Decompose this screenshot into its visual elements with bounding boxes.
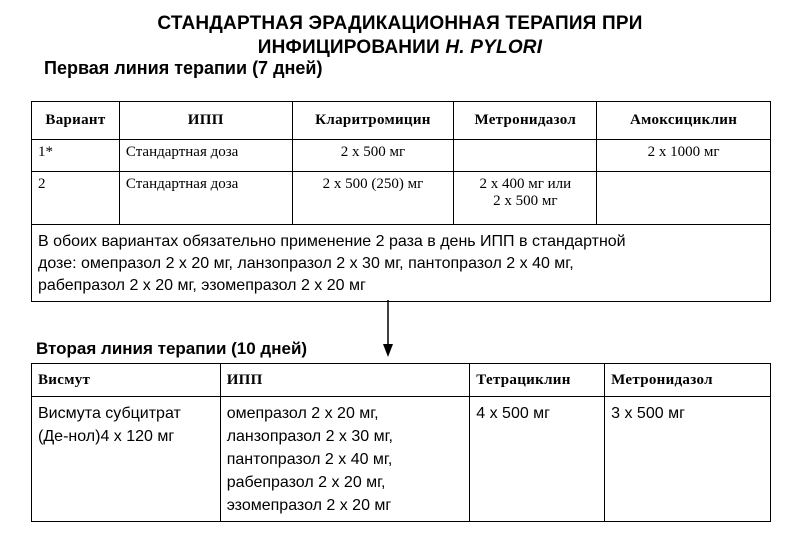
cell-ppi-line: пантопразол 2 х 40 мг, [226,451,393,468]
header-ppi: ИПП [220,364,470,397]
cell-bismuth [32,397,221,522]
cell-ppi-line: эзомепразол 2 х 20 мг [226,497,392,514]
cell-metronidazole-line-2: 2 х 500 мг [493,193,558,209]
header-amoxicillin: Амоксициклин [597,102,771,140]
title-line-2 [0,36,800,60]
title-line-2-prefix: ИНФИЦИРОВАНИИ [257,37,446,58]
cell-amoxicillin: 2 х 1000 мг [597,140,771,172]
header-clarithromycin: Кларитромицин [292,102,454,140]
cell-variant: 2 [32,172,120,225]
cell-variant: 1* [32,140,120,172]
title-line-1: СТАНДАРТНАЯ ЭРАДИКАЦИОННАЯ ТЕРАПИЯ ПРИ [157,13,643,34]
table-header-row [32,364,771,397]
header-bismuth: Висмут [32,364,221,397]
table-row [32,172,771,225]
cell-metronidazole-line-1: 2 х 400 мг или [479,176,572,192]
cell-metronidazole [454,140,597,172]
title-line-2-italic: H. PYLORI [445,37,543,58]
cell-clarithromycin: 2 х 500 (250) мг [292,172,454,225]
cell-ppi-line: рабепразол 2 х 20 мг, [226,474,386,491]
note-row [32,225,771,302]
first-line-table [31,101,771,302]
cell-bismuth-line: (Де-нол)4 х 120 мг [38,428,175,445]
second-line-table [31,363,771,522]
table-header-row [32,102,771,140]
cell-ppi-line: омепразол 2 х 20 мг, [226,405,379,422]
header-tetracycline: Тетрациклин [470,364,605,397]
cell-clarithromycin: 2 х 500 мг [292,140,454,172]
header-metronidazole: Метронидазол [454,102,597,140]
cell-ppi: Стандартная доза [119,140,292,172]
note-line: рабепразол 2 х 20 мг, эзомепразол 2 х 20 мг [38,277,366,294]
cell-ppi [220,397,470,522]
note-line: В обоих вариантах обязательно применение 2 раза в день ИПП в стандартной [38,233,626,250]
header-metronidazole: Метронидазол [605,364,771,397]
cell-metronidazole [454,172,597,225]
arrow-down-icon [380,300,396,358]
page-title [0,12,800,60]
cell-metronidazole: 3 х 500 мг [605,397,771,522]
cell-bismuth-line: Висмута субцитрат [38,405,181,422]
note-cell [32,225,771,302]
note-line: дозе: омепразол 2 х 20 мг, ланзопразол 2 х 30 мг, пантопразол 2 х 40 мг, [38,255,574,272]
table-row [32,140,771,172]
second-line-heading: Вторая линия терапии (10 дней) [36,339,308,358]
table-row [32,397,771,522]
header-variant: Вариант [32,102,120,140]
cell-ppi-line: ланзопразол 2 х 30 мг, [226,428,393,445]
cell-tetracycline: 4 х 500 мг [470,397,605,522]
header-ppi: ИПП [119,102,292,140]
cell-ppi: Стандартная доза [119,172,292,225]
cell-amoxicillin [597,172,771,225]
first-line-heading: Первая линия терапии (7 дней) [44,58,323,78]
